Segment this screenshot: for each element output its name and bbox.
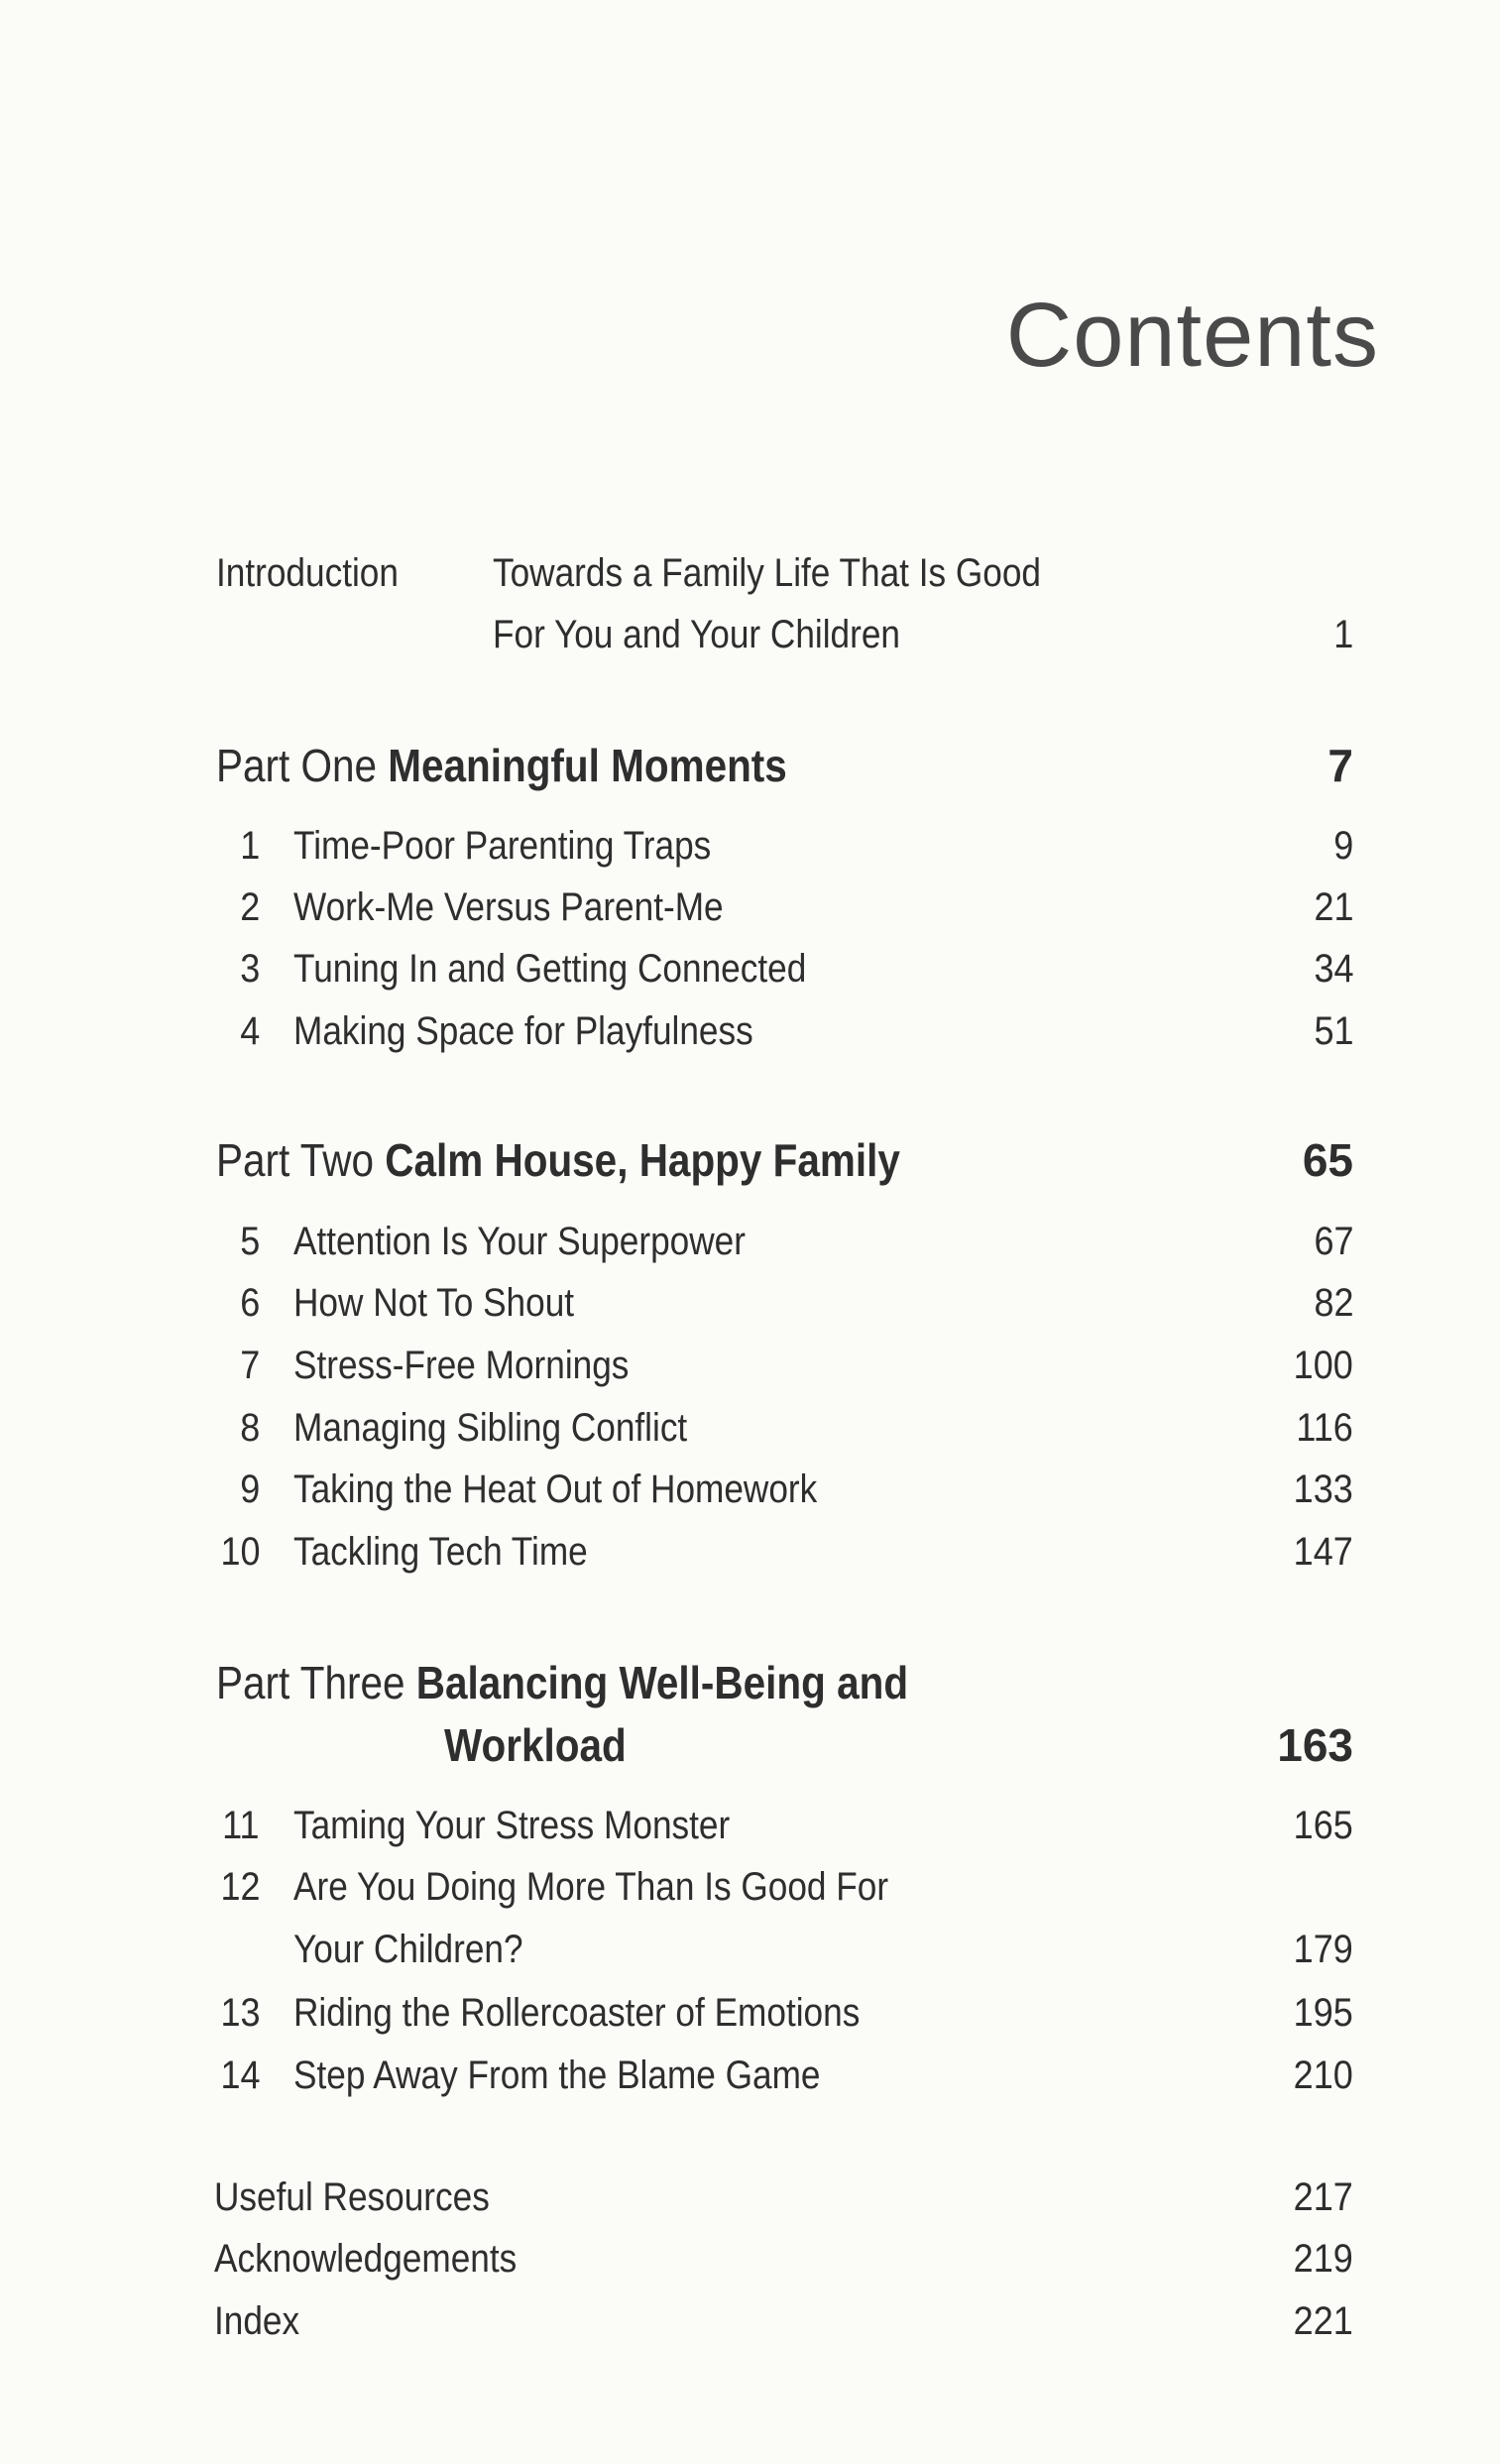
page-number: 21	[1313, 885, 1353, 929]
chapter-title: Attention Is Your Superpower	[293, 1220, 746, 1263]
chapter-title-line1: Are You Doing More Than Is Good For	[293, 1865, 889, 1909]
toc-entry-introduction[interactable]	[0, 546, 1500, 600]
part-heading-three-cont[interactable]	[0, 1715, 1500, 1775]
page-title: Contents	[1005, 285, 1379, 386]
chapter-title: Tuning In and Getting Connected	[293, 947, 807, 991]
chapter-number: 1	[239, 824, 260, 868]
toc-chapter-4[interactable]	[0, 1004, 1500, 1058]
toc-chapter-14[interactable]	[0, 2049, 1500, 2102]
toc-chapter-8[interactable]	[0, 1401, 1500, 1455]
part-name-line2: Workload	[444, 1719, 627, 1771]
toc-chapter-3[interactable]	[0, 942, 1500, 996]
page-number: 116	[1296, 1406, 1353, 1450]
page-number: 7	[1327, 740, 1353, 791]
toc-chapter-7[interactable]	[0, 1339, 1500, 1392]
page-number: 210	[1293, 2053, 1353, 2097]
chapter-title: Stress-Free Mornings	[293, 1344, 630, 1387]
part-name: Meaningful Moments	[388, 740, 787, 791]
toc-chapter-1[interactable]	[0, 819, 1500, 873]
toc-chapter-13[interactable]	[0, 1986, 1500, 2040]
chapter-number: 6	[239, 1281, 260, 1325]
page-number: 82	[1313, 1281, 1353, 1325]
part-prefix: Part Three	[216, 1657, 405, 1708]
toc-chapter-5[interactable]	[0, 1215, 1500, 1268]
part-heading-one[interactable]	[0, 736, 1500, 795]
chapter-number: 4	[239, 1009, 260, 1053]
toc-chapter-9[interactable]	[0, 1463, 1500, 1516]
part-prefix: Part Two	[216, 1134, 375, 1186]
chapter-title: Time-Poor Parenting Traps	[293, 824, 712, 868]
toc-chapter-10[interactable]	[0, 1525, 1500, 1579]
page-number: 219	[1293, 2237, 1353, 2281]
introduction-title-line1: Towards a Family Life That Is Good	[493, 551, 1042, 595]
chapter-number: 7	[239, 1344, 260, 1387]
chapter-number: 3	[239, 947, 260, 991]
chapter-number: 14	[219, 2053, 260, 2097]
page-number: 9	[1332, 824, 1353, 868]
chapter-title: Taking the Heat Out of Homework	[293, 1467, 818, 1511]
page-number: 133	[1293, 1467, 1353, 1511]
chapter-title: Managing Sibling Conflict	[293, 1406, 688, 1450]
entry-title: Useful Resources	[214, 2175, 490, 2219]
page-number: 217	[1293, 2175, 1353, 2219]
toc-chapter-2[interactable]	[0, 880, 1500, 934]
page-number: 51	[1313, 1009, 1353, 1053]
page-number: 179	[1293, 1928, 1353, 1971]
entry-title: Acknowledgements	[214, 2237, 518, 2281]
page-number: 1	[1332, 613, 1353, 656]
chapter-title: Taming Your Stress Monster	[293, 1804, 731, 1847]
part-heading-two[interactable]	[0, 1130, 1500, 1190]
introduction-title-line2: For You and Your Children	[493, 613, 900, 656]
part-name: Calm House, Happy Family	[385, 1134, 900, 1186]
page-number: 195	[1293, 1991, 1353, 2035]
chapter-number: 8	[239, 1406, 260, 1450]
page-number: 65	[1302, 1134, 1353, 1186]
part-title	[216, 1130, 900, 1190]
part-title	[216, 736, 787, 795]
chapter-title: How Not To Shout	[293, 1281, 575, 1325]
page-number: 165	[1293, 1804, 1353, 1847]
chapter-title: Tackling Tech Time	[293, 1530, 588, 1574]
chapter-title: Work-Me Versus Parent-Me	[293, 885, 724, 929]
chapter-number: 12	[219, 1865, 260, 1909]
chapter-title-line2: Your Children?	[293, 1928, 523, 1971]
toc-entry-introduction-cont[interactable]	[0, 608, 1500, 661]
chapter-number: 5	[239, 1220, 260, 1263]
page-number: 100	[1293, 1344, 1353, 1387]
page-number: 147	[1293, 1530, 1353, 1574]
toc-chapter-12-cont[interactable]	[0, 1923, 1500, 1976]
chapter-title: Making Space for Playfulness	[293, 1009, 753, 1053]
toc-entry-index[interactable]	[0, 2294, 1500, 2348]
toc-entry-useful-resources[interactable]	[0, 2171, 1500, 2224]
chapter-number: 2	[239, 885, 260, 929]
toc-chapter-6[interactable]	[0, 1276, 1500, 1330]
toc-chapter-12[interactable]	[0, 1860, 1500, 1914]
chapter-number: 9	[239, 1467, 260, 1511]
page-number: 163	[1277, 1719, 1353, 1771]
chapter-number: 10	[219, 1530, 260, 1574]
chapter-title: Riding the Rollercoaster of Emotions	[293, 1991, 861, 2035]
page-number: 221	[1293, 2299, 1353, 2343]
part-name-line1: Balancing Well-Being and	[415, 1657, 909, 1708]
part-heading-three[interactable]	[0, 1653, 1500, 1712]
part-title	[216, 1653, 908, 1712]
chapter-number: 11	[222, 1804, 260, 1847]
toc-entry-acknowledgements[interactable]	[0, 2232, 1500, 2286]
page-number: 67	[1313, 1220, 1353, 1263]
toc-chapter-11[interactable]	[0, 1799, 1500, 1852]
page-number: 34	[1313, 947, 1353, 991]
part-prefix: Part One	[216, 740, 378, 791]
entry-title: Index	[214, 2299, 300, 2343]
chapter-number: 13	[219, 1991, 260, 2035]
introduction-label: Introduction	[216, 551, 399, 595]
chapter-title: Step Away From the Blame Game	[293, 2053, 821, 2097]
